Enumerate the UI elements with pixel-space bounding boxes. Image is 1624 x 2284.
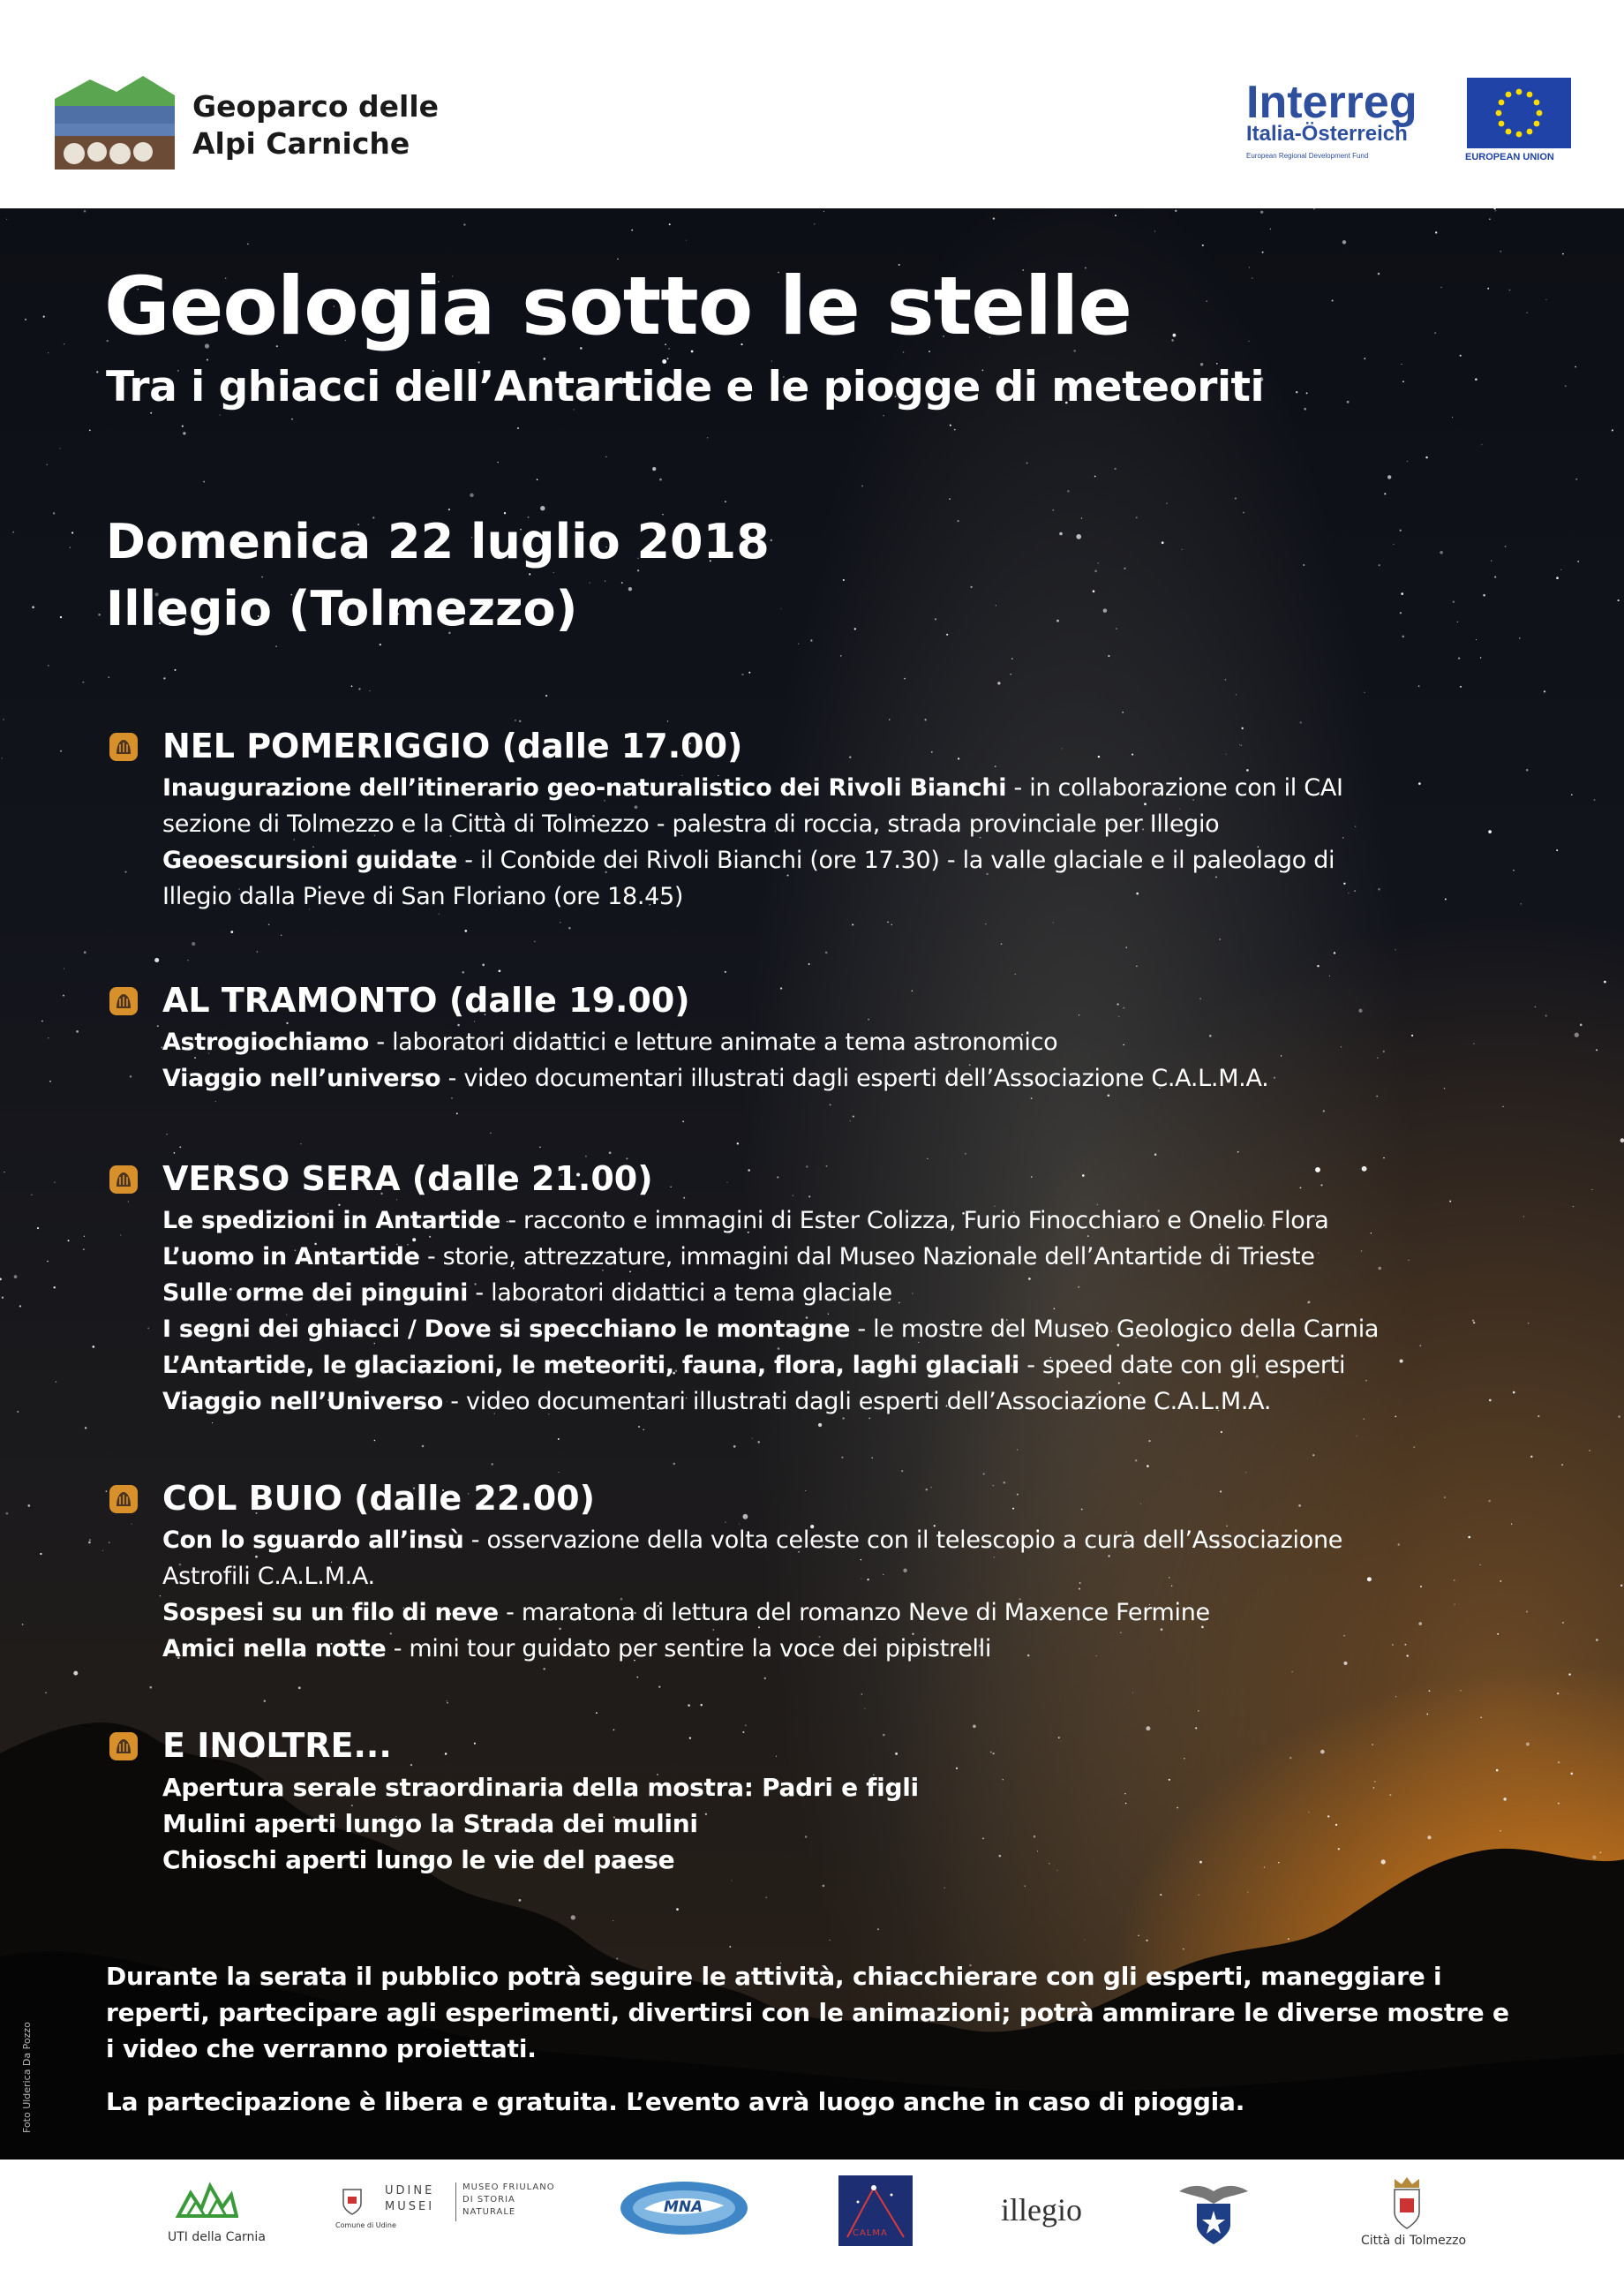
list-item	[162, 1347, 1557, 1383]
geoparco-name-line2: Alpi Carniche	[192, 126, 410, 161]
closing-paragraph: Durante la serata il pubblico potrà seguire le attività, chiacchierare con gli esperti, maneggiare i reperti, partecipare agli esperimenti, divertirsi con le animazioni; potrà ammirare le diverse mostre e i video che verranno proiettati.	[106, 1962, 1509, 2063]
item-title: Viaggio nell’universo	[162, 1065, 441, 1092]
fossil-shell-icon	[109, 1732, 138, 1760]
geoparco-logo-icon	[55, 72, 175, 170]
list-item	[162, 1558, 1557, 1594]
item-desc: - laboratori didattici e letture animate a tema astronomico	[369, 1029, 1058, 1056]
section-lines	[162, 770, 1557, 915]
fossil-shell-icon	[109, 987, 138, 1015]
interreg-word: Interreg	[1246, 77, 1417, 128]
list-item	[162, 1383, 1557, 1420]
list-item	[162, 1805, 1557, 1842]
tolmezzo-crest-icon	[1389, 2175, 1425, 2230]
section-heading: NEL POMERIGGIO (dalle 17.00)	[162, 727, 743, 765]
item-title: Geoescursioni guidate	[162, 847, 457, 874]
item-title: Inaugurazione dell’itinerario geo-naturalistico dei Rivoli Bianchi	[162, 774, 1007, 802]
fossil-shell-icon	[109, 1485, 138, 1513]
divider	[455, 2182, 456, 2221]
item-desc: - video documentari illustrati dagli esperti dell’Associazione C.A.L.M.A.	[443, 1388, 1272, 1415]
item-title: Amici nella notte	[162, 1635, 387, 1662]
item-title: Con lo sguardo all’insù	[162, 1526, 464, 1554]
item-desc: Astrofili C.A.L.M.A.	[162, 1563, 375, 1590]
interreg-fund: European Regional Development Fund	[1246, 152, 1369, 160]
item-desc: - video documentari illustrati dagli esperti dell’Associazione C.A.L.M.A.	[440, 1065, 1269, 1092]
museo-label-1: MUSEO FRIULANO	[462, 2182, 555, 2192]
udine-crest-icon	[341, 2186, 364, 2216]
event-title: Geologia sotto le stelle	[104, 260, 1132, 353]
item-title: Mulini aperti lungo la Strada dei mulini	[162, 1809, 698, 1838]
list-item	[162, 1769, 1557, 1805]
item-desc: - laboratori didattici a tema glaciale	[468, 1279, 892, 1307]
item-title: Sospesi su un filo di neve	[162, 1599, 499, 1626]
museo-label-3: NATURALE	[462, 2207, 516, 2217]
item-title: Apertura serale straordinaria della mostra: Padri e figli	[162, 1773, 919, 1802]
list-item	[162, 1842, 1557, 1878]
fossil-shell-icon	[109, 733, 138, 761]
interreg-logo	[1234, 78, 1569, 170]
photo-credit-text: Foto Ulderica Da Pozzo	[21, 2022, 33, 2133]
mna-label: MNA	[664, 2198, 703, 2216]
item-desc: - osservazione della volta celeste con il telescopio a cura dell’Associazione	[463, 1526, 1343, 1554]
event-subtitle: Tra i ghiacci dell’Antartide e le piogge di meteoriti	[106, 363, 1265, 411]
item-desc: - maratona di lettura del romanzo Neve di Maxence Fermine	[498, 1599, 1210, 1626]
list-item	[162, 1060, 1557, 1097]
item-desc: - mini tour guidato per sentire la voce dei pipistrelli	[386, 1635, 992, 1662]
section-heading: AL TRAMONTO (dalle 19.00)	[162, 981, 690, 1020]
illegio-logo: illegio	[1001, 2192, 1082, 2227]
list-item	[162, 1202, 1557, 1239]
list-item	[162, 842, 1557, 878]
event-date: Domenica 22 luglio 2018	[106, 514, 770, 569]
eu-label: EUROPEAN UNION	[1465, 152, 1554, 162]
list-item	[162, 1239, 1557, 1275]
closing-note: La partecipazione è libera e gratuita. L’evento avrà luogo anche in caso di pioggia.	[106, 2087, 1245, 2116]
item-desc: - racconto e immagini di Ester Colizza, Furio Finocchiaro e Onelio Flora	[500, 1207, 1329, 1234]
item-title: Astrogiochiamo	[162, 1029, 370, 1056]
item-title: Chioschi aperti lungo le vie del paese	[162, 1845, 675, 1874]
item-desc: - le mostre del Museo Geologico della Carnia	[850, 1315, 1380, 1343]
list-item	[162, 1631, 1557, 1667]
item-title: Sulle orme dei pinguini	[162, 1279, 469, 1307]
item-title: Le spedizioni in Antartide	[162, 1207, 501, 1234]
section-heading: VERSO SERA (dalle 21.00)	[162, 1159, 653, 1198]
section-lines	[162, 1202, 1557, 1420]
list-item	[162, 1024, 1557, 1060]
item-title: L’uomo in Antartide	[162, 1243, 420, 1270]
item-title: I segni dei ghiacci / Dove si specchiano le montagne	[162, 1315, 851, 1343]
section-heading: E INOLTRE...	[162, 1726, 392, 1765]
item-desc: Illegio dalla Pieve di San Floriano (ore 18.45)	[162, 883, 684, 910]
list-item	[162, 878, 1557, 915]
event-place: Illegio (Tolmezzo)	[106, 581, 578, 637]
header	[0, 0, 1624, 208]
item-title: L’Antartide, le glaciazioni, le meteoriti, fauna, flora, laghi glaciali	[162, 1352, 1019, 1379]
cai-eagle-icon	[1176, 2177, 1252, 2248]
list-item	[162, 1311, 1557, 1347]
poster-content	[0, 208, 1624, 2160]
item-desc: - in collaborazione con il CAI	[1006, 774, 1343, 802]
udine-musei-word1: UDINE	[385, 2184, 435, 2197]
item-desc: sezione di Tolmezzo e la Città di Tolmezzo - palestra di roccia, strada provinciale per Illegio	[162, 810, 1220, 838]
list-item	[162, 1594, 1557, 1631]
interreg-country: Italia-Österreich	[1246, 122, 1408, 146]
section-heading: COL BUIO (dalle 22.00)	[162, 1479, 595, 1518]
item-desc: - storie, attrezzature, immagini dal Museo Nazionale dell’Antartide di Trieste	[419, 1243, 1315, 1270]
udine-musei-word2: MUSEI	[385, 2200, 435, 2213]
uti-carnia-logo-icon	[175, 2181, 238, 2221]
section-lines	[162, 1769, 1557, 1878]
photo-credit	[21, 1939, 34, 2133]
list-item	[162, 770, 1557, 806]
section-lines	[162, 1024, 1557, 1097]
item-desc: - il Conoide dei Rivoli Bianchi (ore 17.30) - la valle glaciale e il paleolago di	[456, 847, 1335, 874]
geoparco-name	[192, 88, 439, 162]
item-title: Viaggio nell’Universo	[162, 1388, 444, 1415]
museo-label-2: DI STORIA	[462, 2195, 515, 2205]
section-lines	[162, 1522, 1557, 1667]
list-item	[162, 1275, 1557, 1311]
geoparco-name-line1: Geoparco delle	[192, 89, 440, 124]
item-desc: - speed date con gli esperti	[1019, 1352, 1346, 1379]
udine-comune-label: Comune di Udine	[335, 2221, 396, 2229]
list-item	[162, 1522, 1557, 1558]
night-sky-background	[0, 208, 1624, 2160]
uti-carnia-label: UTI della Carnia	[168, 2230, 266, 2244]
fossil-shell-icon	[109, 1165, 138, 1194]
list-item	[162, 806, 1557, 842]
tolmezzo-label: Città di Tolmezzo	[1361, 2234, 1467, 2248]
calma-label: CALMA	[853, 2228, 888, 2238]
eu-flag-icon	[1467, 78, 1571, 148]
footer-partners	[0, 2160, 1624, 2284]
